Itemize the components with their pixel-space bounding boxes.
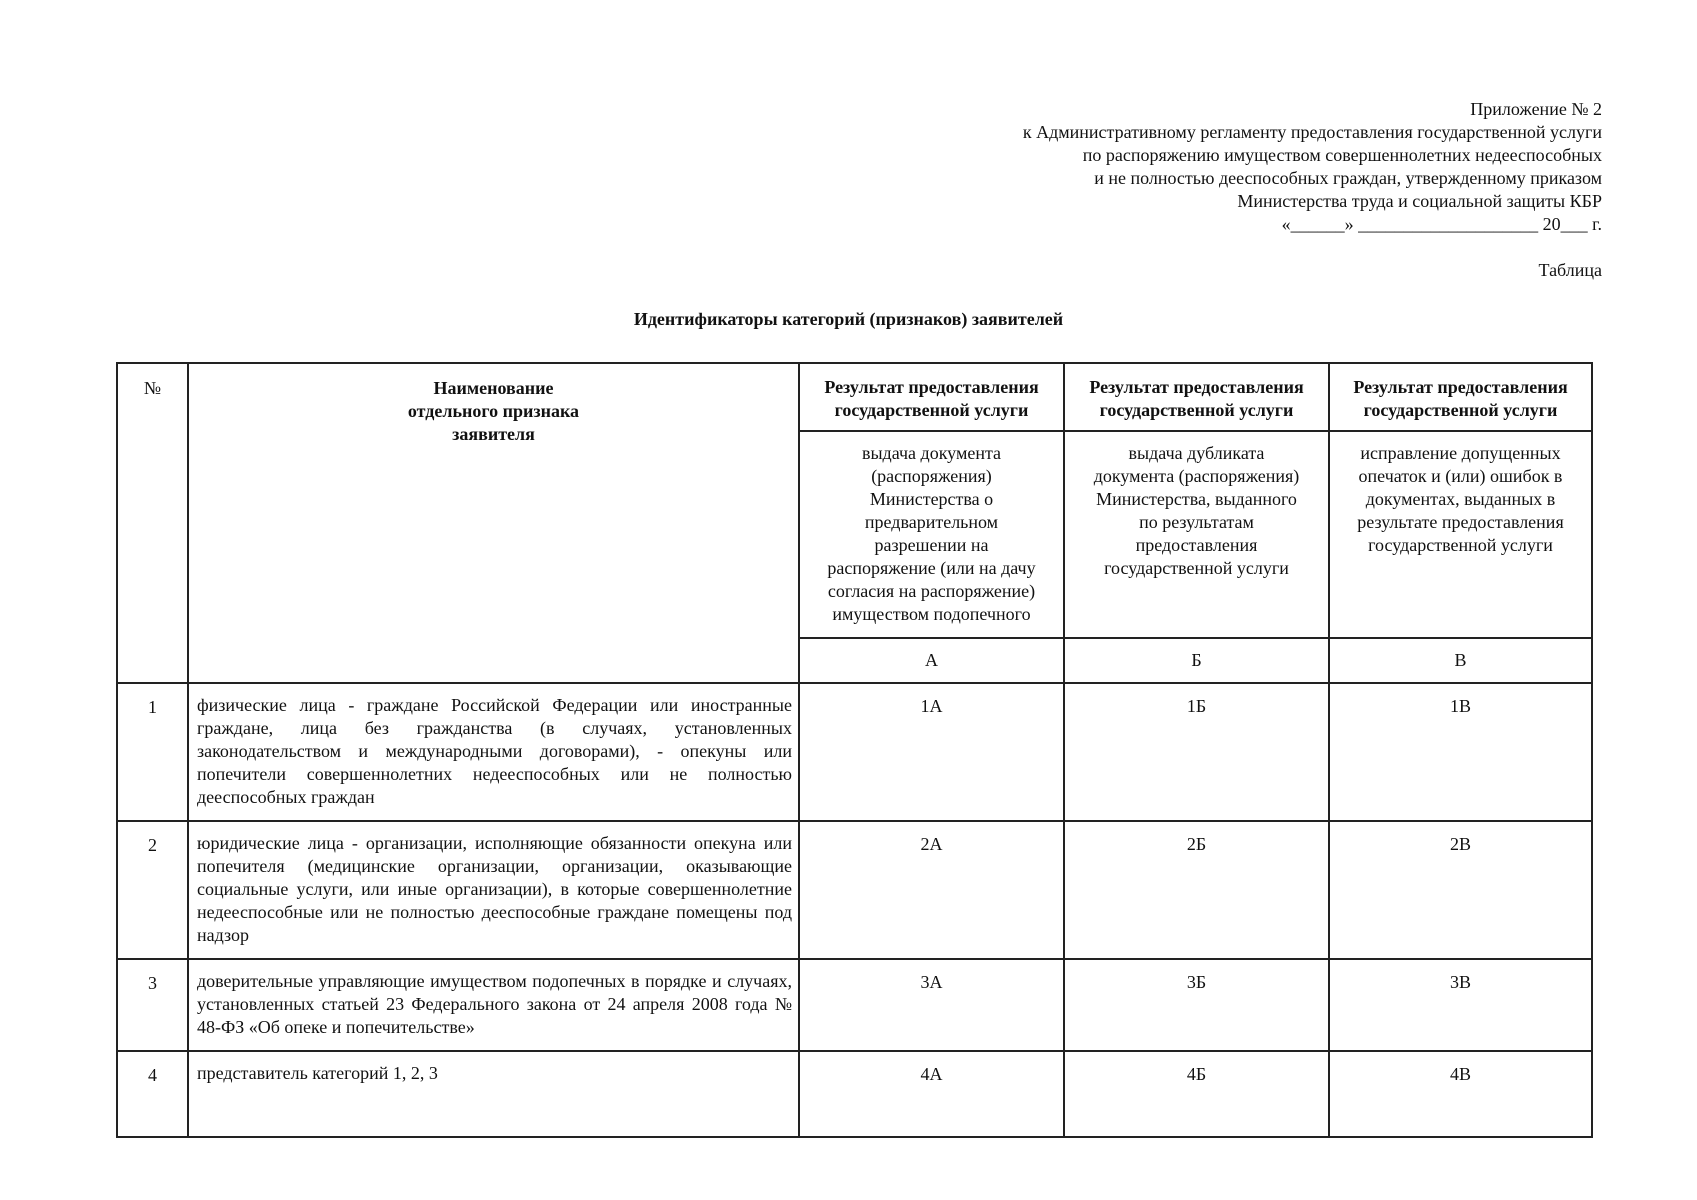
identifier-code: 1А [799, 683, 1064, 821]
appendix-line: Приложение № 2 [1470, 99, 1602, 119]
column-letter-b: Б [1064, 638, 1329, 683]
table-row [117, 683, 1592, 821]
row-number: 3 [117, 959, 188, 1051]
appendix-header [1023, 98, 1602, 236]
identifier-code: 4Б [1064, 1051, 1329, 1137]
identifier-code: 3А [799, 959, 1064, 1051]
identifier-code: 2А [799, 821, 1064, 959]
table-row [117, 1051, 1592, 1137]
identifier-code: 1Б [1064, 683, 1329, 821]
table-row [117, 959, 1592, 1051]
column-letter-c: В [1329, 638, 1592, 683]
result-header-b: Результат предоставления государственной услуги [1064, 363, 1329, 431]
table-row [117, 821, 1592, 959]
appendix-date-line: «______» ____________________ 20___ г. [1281, 214, 1602, 234]
number-column-header: № [117, 363, 188, 683]
identifier-code: 4А [799, 1051, 1064, 1137]
result-description-c: исправление допущенных опечаток и (или) ошибок в документах, выданных в результате предоставления государственной услуги [1329, 431, 1592, 638]
column-letter-a: А [799, 638, 1064, 683]
identifiers-table [116, 362, 1593, 1138]
identifier-code: 4В [1329, 1051, 1592, 1137]
row-number: 1 [117, 683, 188, 821]
name-column-header: Наименование отдельного признака заявителя [188, 363, 799, 683]
appendix-line: к Административному регламенту предоставления государственной услуги [1022, 122, 1602, 142]
document-title: Идентификаторы категорий (признаков) заявителей [633, 309, 1064, 329]
table-caption: Таблица [1538, 260, 1602, 280]
identifier-code: 3В [1329, 959, 1592, 1051]
identifier-code: 1В [1329, 683, 1592, 821]
identifier-code: 2В [1329, 821, 1592, 959]
applicant-category: юридические лица - организации, исполняющие обязанности опекуна или попечителя (медицинские организации, организации, оказывающие социальные услуги, или иные организации), в которые совершеннолетние недееспособные или не полностью дееспособные граждане помещены под надзор [188, 821, 799, 959]
applicant-category: доверительные управляющие имуществом подопечных в порядке и случаях, установленных статьей 23 Федерального закона от 24 апреля 2008 года № 48-ФЗ «Об опеке и попечительстве» [188, 959, 799, 1051]
appendix-line: и не полностью дееспособных граждан, утвержденному приказом [1094, 168, 1602, 188]
row-number: 4 [117, 1051, 188, 1137]
result-description-a: выдача документа (распоряжения) Министерства о предварительном разрешении на распоряжение (или на дачу согласия на распоряжение) имуществом подопечного [799, 431, 1064, 638]
identifier-code: 3Б [1064, 959, 1329, 1051]
appendix-line: по распоряжению имуществом совершеннолетних недееспособных [1082, 145, 1602, 165]
result-header-a: Результат предоставления государственной услуги [799, 363, 1064, 431]
applicant-category: представитель категорий 1, 2, 3 [188, 1051, 799, 1137]
result-header-c: Результат предоставления государственной услуги [1329, 363, 1592, 431]
applicant-category: физические лица - граждане Российской Федерации или иностранные граждане, лица без гражданства (в случаях, установленных законодательством и международными договорами), - опекуны или попечители совершеннолетних недееспособных или не полностью дееспособных граждан [188, 683, 799, 821]
result-description-b: выдача дубликата документа (распоряжения) Министерства, выданного по результатам предоставления государственной услуги [1064, 431, 1329, 638]
row-number: 2 [117, 821, 188, 959]
identifier-code: 2Б [1064, 821, 1329, 959]
appendix-line: Министерства труда и социальной защиты КБР [1237, 191, 1602, 211]
